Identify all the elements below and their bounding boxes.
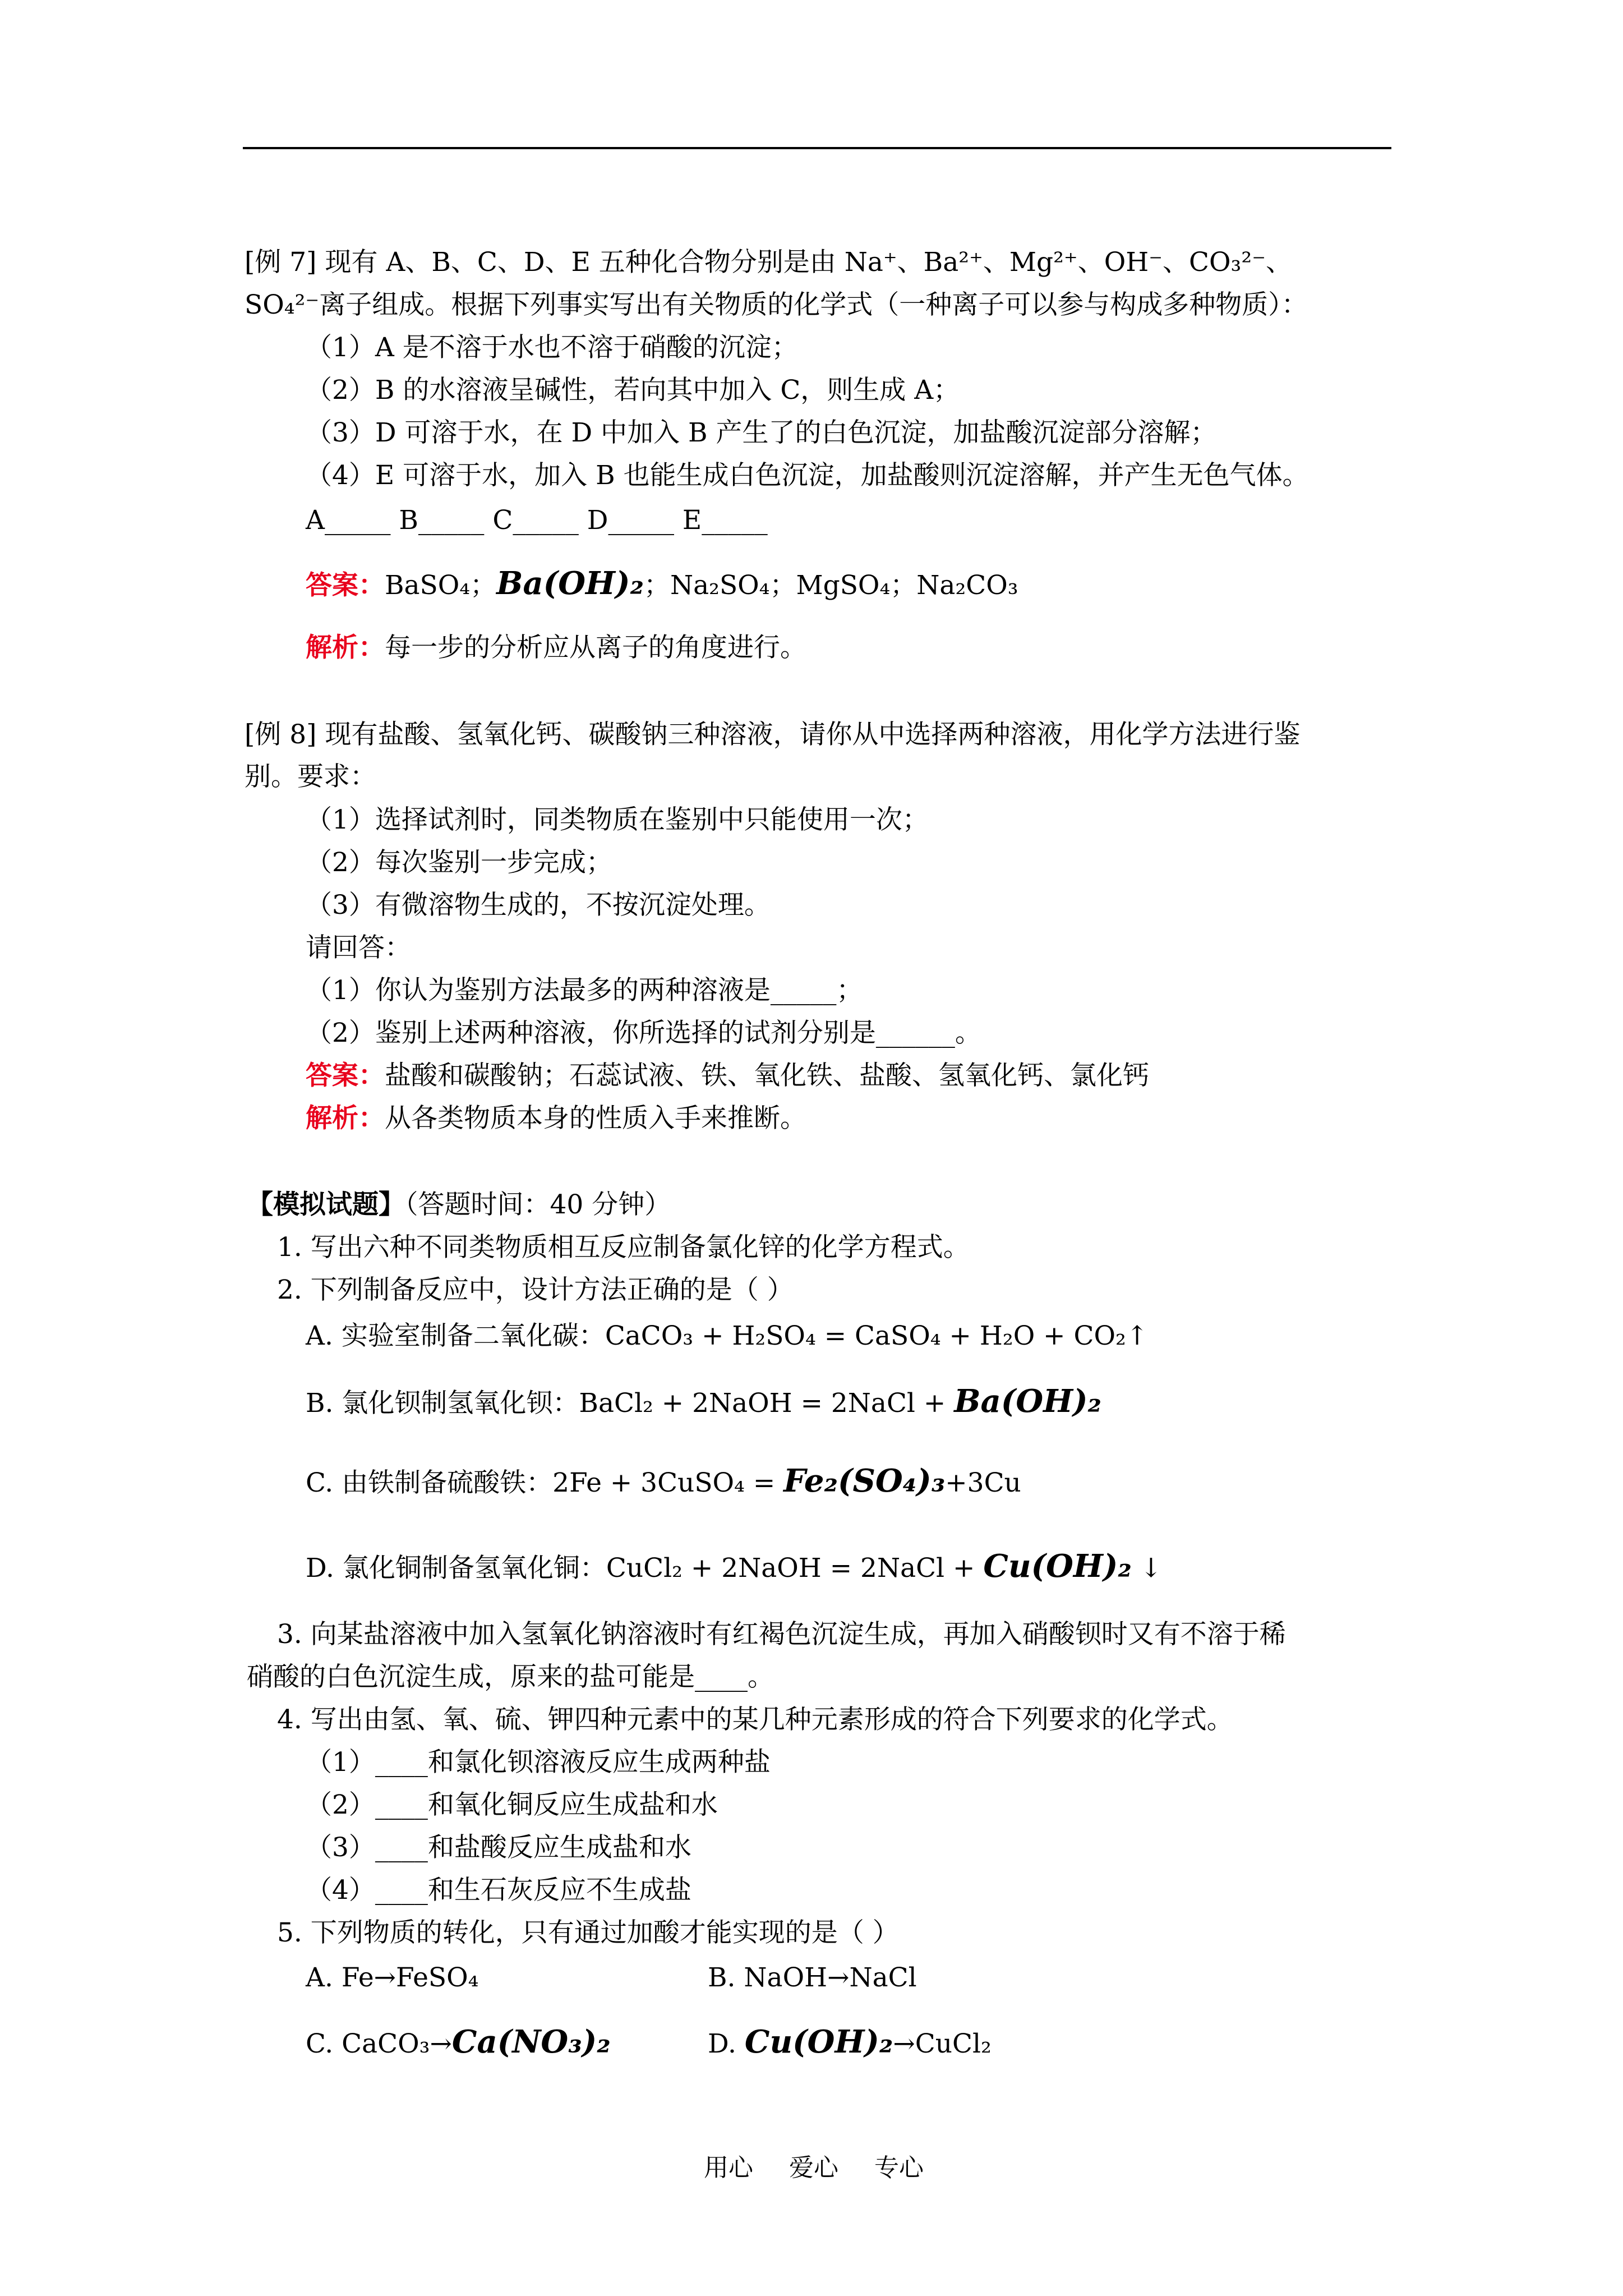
mock-q4-2: （2）____和氧化铜反应生成盐和水: [306, 1789, 718, 1820]
ex7-cond-2: （2）B 的水溶液呈碱性，若向其中加入 C，则生成 A；: [306, 375, 960, 406]
option-c-tail: +3Cu: [945, 1467, 1021, 1498]
option-d-formula: Cu(OH)₂: [983, 1548, 1132, 1585]
option-c-text: C. CaCO₃→: [306, 2028, 452, 2059]
analysis-text: 从各类物质本身的性质入手来推断。: [385, 1103, 806, 1134]
option-c-formula: Ca(NO₃)₂: [451, 2023, 611, 2060]
mock-q2-option-c: [306, 1464, 1021, 1500]
option-b-text: B. 氯化钡制氢氧化钡：BaCl₂ + 2NaOH = 2NaCl +: [306, 1388, 955, 1419]
ex8-req-3: （3）有微溶物生成的，不按沉淀处理。: [306, 890, 771, 921]
mock-q2-option-d: [306, 1549, 1162, 1585]
mock-q2-option-a: A. 实验室制备二氧化碳：CaCO₃ + H₂SO₄ = CaSO₄ + H₂O + CO₂↑: [306, 1320, 1149, 1351]
mock-q5-option-c: [306, 2025, 611, 2061]
mock-time: （答题时间：40 分钟）: [405, 1189, 671, 1220]
ex8-question-1: （1）你认为鉴别方法最多的两种溶液是_____；: [306, 975, 863, 1006]
mock-heading: [247, 1188, 671, 1222]
option-d-text: D. 氯化铜制备氢氧化铜：CuCl₂ + 2NaOH = 2NaCl +: [306, 1553, 984, 1584]
option-d-text: D.: [708, 2028, 745, 2059]
mock-q5-option-a: A. Fe→FeSO₄: [306, 1962, 479, 1993]
ex8-line-2: 别。要求：: [245, 761, 376, 792]
mock-title: 【模拟试题】: [247, 1189, 405, 1220]
answer-part-b: ；Na₂SO₄；MgSO₄；Na₂CO₃: [643, 570, 1018, 601]
mock-q4-1: （1）____和氯化钡溶液反应生成两种盐: [306, 1747, 771, 1778]
option-b-formula: Ba(OH)₂: [954, 1383, 1102, 1420]
mock-q3-line-1: 3. 向某盐溶液中加入氢氧化钠溶液时有红褐色沉淀生成，再加入硝酸钡时又有不溶于稀: [277, 1619, 1286, 1650]
analysis-label: 解析：: [306, 1103, 385, 1134]
footer-word-1: 用心: [704, 2154, 753, 2182]
ex7-blanks: A_____ B_____ C_____ D_____ E_____: [306, 505, 768, 536]
mock-q2-option-b: [306, 1384, 1101, 1420]
ex8-line-1: [例 8] 现有盐酸、氢氧化钙、碳酸钠三种溶液，请你从中选择两种溶液，用化学方法进行鉴: [245, 719, 1301, 750]
ex8-question-2: （2）鉴别上述两种溶液，你所选择的试剂分别是______。: [306, 1018, 981, 1048]
ex8-req-2: （2）每次鉴别一步完成；: [306, 847, 612, 878]
ex7-cond-1: （1）A 是不溶于水也不溶于硝酸的沉淀；: [306, 332, 798, 363]
answer-text: 盐酸和碳酸钠；石蕊试液、铁、氧化铁、盐酸、氢氧化钙、氯化钙: [385, 1060, 1149, 1091]
ex7-answer: [306, 567, 1018, 602]
option-c-formula: Fe₂(SO₄)₃: [783, 1462, 946, 1499]
mock-q4-4: （4）____和生石灰反应不生成盐: [306, 1875, 691, 1906]
ex7-line-2: SO₄²⁻离子组成。根据下列事实写出有关物质的化学式（一种离子可以参与构成多种物质）：: [245, 289, 1308, 320]
footer-word-2: 爱心: [789, 2154, 838, 2182]
ex8-answer: [306, 1059, 1149, 1093]
ex8-req-1: （1）选择试剂时，同类物质在鉴别中只能使用一次；: [306, 804, 929, 835]
ex8-ask: 请回答：: [306, 932, 411, 963]
option-d-tail: →CuCl₂: [893, 2028, 992, 2059]
ex7-cond-3: （3）D 可溶于水，在 D 中加入 B 产生了的白色沉淀，加盐酸沉淀部分溶解；: [306, 417, 1217, 448]
answer-part-a: BaSO₄；: [385, 570, 497, 601]
mock-q5-option-d: [708, 2025, 992, 2061]
header-rule: [243, 147, 1391, 149]
ex7-analysis: [306, 631, 806, 665]
answer-label: 答案：: [306, 1060, 385, 1091]
option-d-formula: Cu(OH)₂: [744, 2023, 893, 2060]
answer-label: 答案：: [306, 570, 385, 601]
footer-word-3: 专心: [874, 2154, 924, 2182]
ex8-analysis: [306, 1102, 806, 1135]
mock-q1: 1. 写出六种不同类物质相互反应制备氯化锌的化学方程式。: [277, 1232, 970, 1263]
ex7-line-1: [例 7] 现有 A、B、C、D、E 五种化合物分别是由 Na⁺、Ba²⁺、Mg²⁺、OH⁻、CO₃²⁻、: [245, 247, 1293, 278]
mock-q5: 5. 下列物质的转化，只有通过加酸才能实现的是（ ）: [277, 1917, 899, 1948]
analysis-text: 每一步的分析应从离子的角度进行。: [385, 632, 806, 663]
mock-q5-option-b: B. NaOH→NaCl: [708, 1962, 917, 1993]
mock-q2: 2. 下列制备反应中，设计方法正确的是（ ）: [277, 1274, 794, 1305]
mock-q3-line-2: 硝酸的白色沉淀生成，原来的盐可能是____。: [247, 1662, 774, 1692]
mock-q4-3: （3）____和盐酸反应生成盐和水: [306, 1832, 691, 1863]
mock-q4: 4. 写出由氢、氧、硫、钾四种元素中的某几种元素形成的符合下列要求的化学式。: [277, 1704, 1233, 1735]
option-d-tail: ↓: [1131, 1553, 1163, 1584]
ex7-cond-4: （4）E 可溶于水，加入 B 也能生成白色沉淀，加盐酸则沉淀溶解，并产生无色气体。: [306, 460, 1309, 491]
page-footer: [704, 2147, 960, 2183]
answer-formula: Ba(OH)₂: [496, 565, 644, 602]
option-c-text: C. 由铁制备硫酸铁：2Fe + 3CuSO₄ =: [306, 1467, 784, 1498]
analysis-label: 解析：: [306, 632, 385, 663]
